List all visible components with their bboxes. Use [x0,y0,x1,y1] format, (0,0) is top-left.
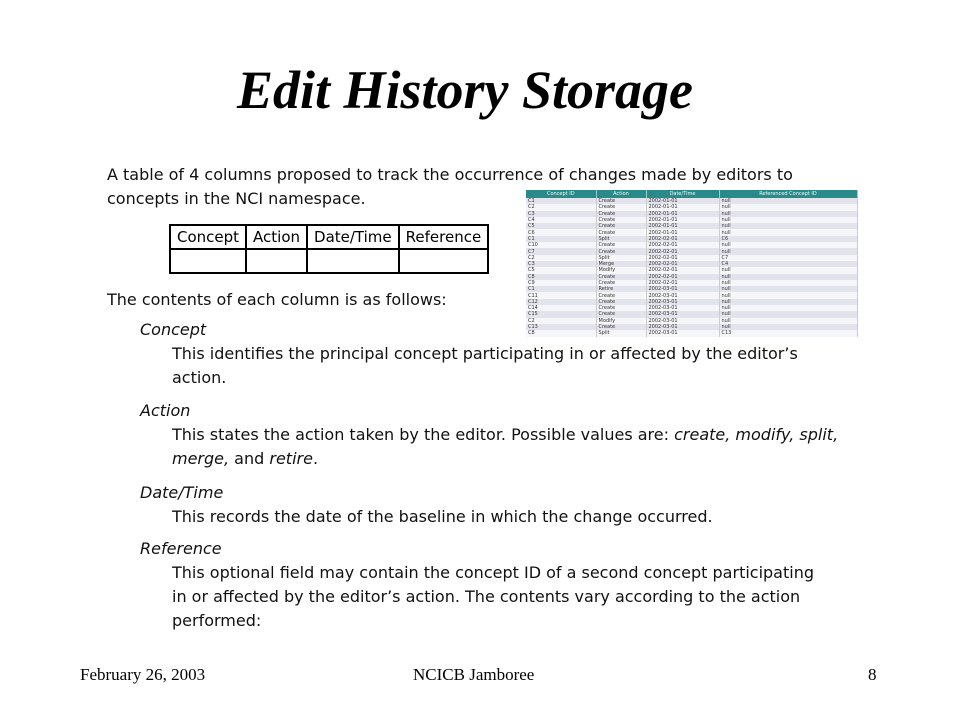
datetime-section [140,481,870,529]
cell-datetime: 2002-01-01 [646,211,719,217]
cell-action: Create [596,217,646,223]
action-description [172,423,870,471]
cell-referenced-id: null [719,223,857,229]
slide-title: Edit History Storage [236,60,694,120]
concept-desc-line-2: action. [172,368,227,387]
cell-datetime: 2002-03-01 [646,292,719,298]
cell-action: Create [596,324,646,330]
cell-referenced-id: null [719,286,857,292]
cell-concept-id: C13 [526,324,596,330]
concept-description [172,342,870,390]
cell-action: Create [596,274,646,280]
cell-referenced-id: null [719,274,857,280]
cell-concept-id: C9 [526,280,596,286]
cell-action: Create [596,229,646,235]
cell-concept-id: C14 [526,305,596,311]
column-header-action: Action [246,225,307,249]
cell-referenced-id: null [719,299,857,305]
cell-datetime: 2002-03-01 [646,286,719,292]
cell-concept-id: C3 [526,261,596,267]
cell-referenced-id: null [719,267,857,273]
cell-action: Create [596,280,646,286]
cell-action: Modify [596,318,646,324]
cell-concept-id: C7 [526,248,596,254]
cell-referenced-id: null [719,217,857,223]
intro-line-1: A table of 4 columns proposed to track the occurrence of changes made by editors to [107,165,793,184]
cell-datetime: 2002-02-01 [646,236,719,242]
concept-section [140,318,870,390]
sample-history-table [526,190,858,337]
cell-datetime: 2002-02-01 [646,267,719,273]
footer-date: February 26, 2003 [80,665,206,684]
cell-action: Create [596,242,646,248]
reference-desc-line-3: performed: [172,611,262,630]
cell-referenced-id: null [719,292,857,298]
contents-heading: The contents of each column is as follows: [107,290,447,309]
cell-datetime: 2002-01-01 [646,223,719,229]
cell-referenced-id: null [719,324,857,330]
reference-term: Reference [140,539,222,558]
action-desc-line-2 [172,447,870,471]
cell-concept-id: C1 [526,236,596,242]
reference-section [140,537,870,633]
cell-concept-id: C10 [526,242,596,248]
cell-datetime: 2002-03-01 [646,318,719,324]
cell-datetime: 2002-02-01 [646,255,719,261]
cell-concept-id: C6 [526,229,596,235]
cell-action: Create [596,248,646,254]
sample-header-datetime: Date/Time [646,190,719,198]
column-header-concept: Concept [170,225,246,249]
cell-datetime: 2002-02-01 [646,248,719,254]
cell-action: Create [596,204,646,210]
cell-datetime: 2002-01-01 [646,217,719,223]
cell-action: Create [596,211,646,217]
sample-header-referenced-id: Referenced Concept ID [719,190,857,198]
sample-header-action: Action [596,190,646,198]
action-desc-prefix: This states the action taken by the editor. Possible values are: [172,425,675,444]
cell-referenced-id: null [719,198,857,204]
cell-referenced-id: null [719,248,857,254]
cell-referenced-id: null [719,204,857,210]
action-desc-end: . [312,449,319,468]
cell-action: Retire [596,286,646,292]
footer-event: NCICB Jamboree [413,665,535,684]
datetime-desc-line-1: This records the date of the baseline in which the change occurred. [172,507,713,526]
concept-term: Concept [140,320,207,339]
cell-datetime: 2002-01-01 [646,229,719,235]
footer-page-number: 8 [868,665,877,684]
cell-action: Create [596,198,646,204]
action-term: Action [140,401,191,420]
cell-action: Split [596,330,646,336]
cell-referenced-id: null [719,229,857,235]
cell-referenced-id: null [719,280,857,286]
cell-action: Create [596,311,646,317]
cell-action: Create [596,292,646,298]
cell-concept-id: C12 [526,299,596,305]
cell-datetime: 2002-03-01 [646,311,719,317]
cell-referenced-id: null [719,311,857,317]
cell-referenced-id: C4 [719,261,857,267]
cell-referenced-id: null [719,318,857,324]
action-section [140,399,870,471]
sample-header-concept-id: Concept ID [526,190,596,198]
proposed-columns-table [169,224,489,274]
cell-concept-id: C2 [526,255,596,261]
action-value-retire: retire [269,449,313,468]
cell-datetime: 2002-02-01 [646,261,719,267]
reference-desc-line-1: This optional field may contain the concept ID of a second concept participating [172,563,814,582]
cell-concept-id: C8 [526,330,596,336]
cell-datetime: 2002-01-01 [646,198,719,204]
reference-desc-line-2: in or affected by the editor’s action. The contents vary according to the action [172,587,801,606]
action-values-1: create, modify, split, [674,425,839,444]
sample-table-header-row [526,190,857,198]
cell-concept-id: C2 [526,204,596,210]
cell-action: Merge [596,261,646,267]
column-header-datetime: Date/Time [307,225,399,249]
cell-concept-id: C2 [526,318,596,324]
cell-datetime: 2002-03-01 [646,305,719,311]
reference-description [172,561,870,633]
cell-concept-id: C5 [526,223,596,229]
cell-concept-id: C1 [526,286,596,292]
cell-datetime: 2002-02-01 [646,242,719,248]
cell-concept-id: C1 [526,198,596,204]
datetime-term: Date/Time [140,483,224,502]
cell-datetime: 2002-03-01 [646,324,719,330]
cell-datetime: 2002-01-01 [646,204,719,210]
cell-concept-id: C11 [526,292,596,298]
intro-line-2: concepts in the NCI namespace. [107,189,366,208]
cell-datetime: 2002-02-01 [646,280,719,286]
cell-action: Modify [596,267,646,273]
datetime-description [172,505,870,529]
concept-desc-line-1: This identifies the principal concept participating in or affected by the editor’s [172,344,798,363]
cell-action: Split [596,236,646,242]
empty-cell [399,249,489,273]
cell-concept-id: C8 [526,274,596,280]
cell-referenced-id: null [719,242,857,248]
cell-action: Create [596,299,646,305]
cell-action: Create [596,223,646,229]
action-desc-and: and [229,449,270,468]
sample-table-body [526,198,857,337]
empty-cell [307,249,399,273]
action-value-merge: merge, [172,449,230,468]
empty-cell [246,249,307,273]
cell-concept-id: C15 [526,311,596,317]
cell-action: Create [596,305,646,311]
cell-referenced-id: null [719,305,857,311]
cell-concept-id: C3 [526,211,596,217]
cell-referenced-id: C6 [719,236,857,242]
cell-referenced-id: C13 [719,330,857,336]
cell-concept-id: C4 [526,217,596,223]
cell-referenced-id: C7 [719,255,857,261]
cell-concept-id: C5 [526,267,596,273]
cell-action: Split [596,255,646,261]
empty-cell [170,249,246,273]
cell-datetime: 2002-02-01 [646,274,719,280]
cell-referenced-id: null [719,211,857,217]
cell-datetime: 2002-03-01 [646,330,719,336]
cell-datetime: 2002-03-01 [646,299,719,305]
column-header-reference: Reference [399,225,489,249]
action-desc-line-1 [172,423,870,447]
